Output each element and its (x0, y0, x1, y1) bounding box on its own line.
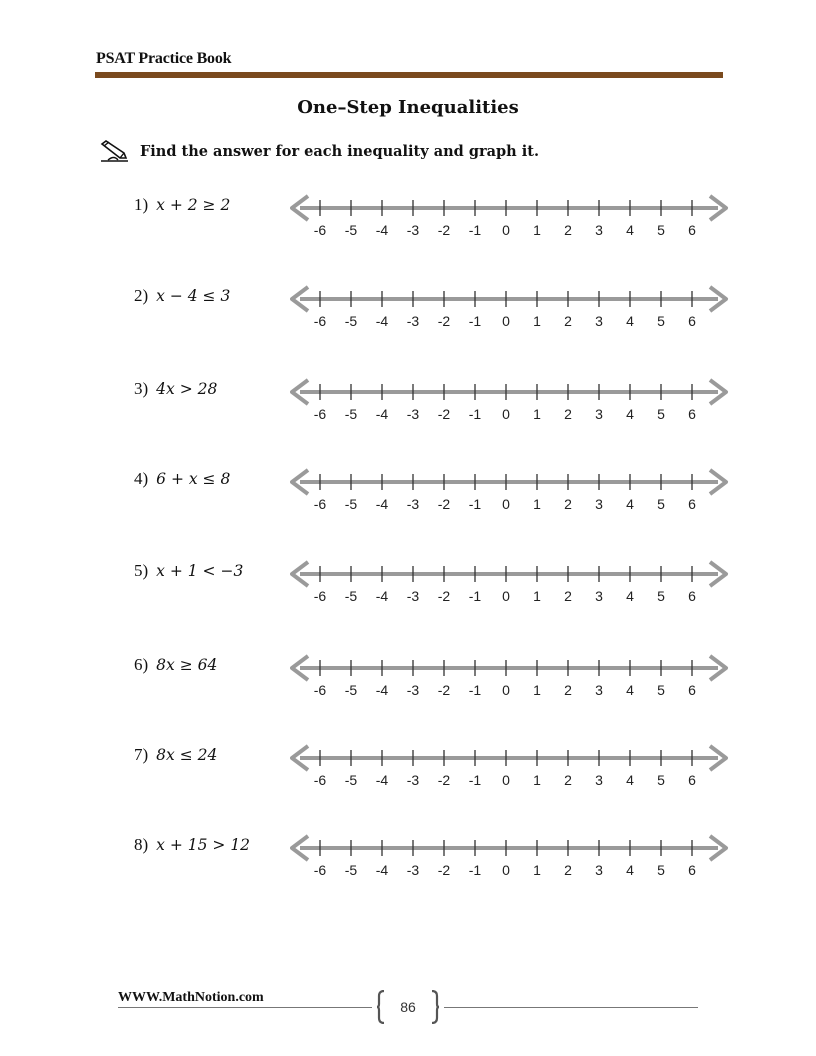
footer-rule (444, 1007, 698, 1008)
tick-label: -3 (406, 682, 420, 698)
header-rule (95, 72, 723, 78)
tick-label: 0 (502, 682, 510, 698)
tick-label: 1 (533, 772, 541, 788)
tick-label: 0 (502, 588, 510, 604)
tick-label: 4 (626, 682, 634, 698)
problem-number: 3) (134, 379, 149, 398)
problem-number: 2) (134, 286, 149, 305)
problem-expression: 6 + x ≤ 8 (156, 470, 231, 488)
tick-label: -1 (468, 222, 482, 238)
tick-label: 2 (564, 588, 572, 604)
tick-label: 6 (688, 313, 696, 329)
page-bracket-right (430, 990, 440, 1024)
tick-label: -1 (468, 772, 482, 788)
tick-label: -4 (375, 406, 389, 422)
tick-label: -6 (313, 862, 327, 878)
tick-label: -3 (406, 496, 420, 512)
tick-label: 5 (657, 588, 665, 604)
tick-label: 0 (502, 222, 510, 238)
problem-expression: 8x ≤ 24 (156, 746, 218, 764)
tick-label: 0 (502, 496, 510, 512)
tick-label: 6 (688, 222, 696, 238)
tick-label: -5 (344, 772, 358, 788)
tick-label: -4 (375, 496, 389, 512)
tick-label: -1 (468, 682, 482, 698)
tick-label: -4 (375, 862, 389, 878)
problem-1 (134, 192, 230, 218)
number-line-3[interactable] (290, 378, 730, 430)
tick-label: 3 (595, 862, 603, 878)
tick-label: 6 (688, 862, 696, 878)
tick-label: 4 (626, 313, 634, 329)
problem-expression: x + 15 > 12 (156, 836, 251, 854)
tick-label: 3 (595, 772, 603, 788)
tick-label: 6 (688, 406, 696, 422)
tick-label: 5 (657, 222, 665, 238)
number-line-7[interactable] (290, 744, 730, 796)
number-line-1[interactable] (290, 194, 730, 246)
page-title: One–Step Inequalities (297, 97, 519, 118)
problem-number: 8) (134, 835, 149, 854)
tick-label: 0 (502, 313, 510, 329)
tick-label: 2 (564, 772, 572, 788)
tick-label: 5 (657, 313, 665, 329)
tick-label: -3 (406, 772, 420, 788)
tick-label: -1 (468, 496, 482, 512)
problem-number: 7) (134, 745, 149, 764)
tick-label: 1 (533, 588, 541, 604)
tick-label: 6 (688, 496, 696, 512)
tick-label: -3 (406, 313, 420, 329)
tick-label: 1 (533, 313, 541, 329)
tick-label: -3 (406, 862, 420, 878)
tick-label: 4 (626, 862, 634, 878)
tick-label: -2 (437, 682, 451, 698)
tick-label: -2 (437, 496, 451, 512)
problem-expression: 8x ≥ 64 (156, 656, 218, 674)
tick-label: -6 (313, 682, 327, 698)
tick-label: -4 (375, 313, 389, 329)
tick-label: -5 (344, 496, 358, 512)
tick-label: -1 (468, 862, 482, 878)
tick-label: 6 (688, 588, 696, 604)
tick-label: 2 (564, 313, 572, 329)
problem-2 (134, 283, 230, 309)
problem-5 (134, 558, 243, 584)
tick-label: -2 (437, 406, 451, 422)
problem-3 (134, 376, 217, 402)
number-line-8[interactable] (290, 834, 730, 886)
tick-label: -6 (313, 406, 327, 422)
tick-label: -3 (406, 222, 420, 238)
tick-label: 5 (657, 496, 665, 512)
tick-label: -2 (437, 222, 451, 238)
tick-label: 6 (688, 682, 696, 698)
problem-expression: 4x > 28 (156, 380, 218, 398)
tick-label: -2 (437, 862, 451, 878)
tick-label: -6 (313, 313, 327, 329)
tick-label: 4 (626, 588, 634, 604)
tick-label: 5 (657, 862, 665, 878)
tick-label: -5 (344, 862, 358, 878)
tick-label: -2 (437, 313, 451, 329)
tick-label: -6 (313, 496, 327, 512)
tick-label: -5 (344, 588, 358, 604)
tick-label: 3 (595, 313, 603, 329)
tick-label: -5 (344, 313, 358, 329)
tick-label: -4 (375, 588, 389, 604)
tick-label: 0 (502, 862, 510, 878)
tick-label: 2 (564, 222, 572, 238)
tick-label: 5 (657, 406, 665, 422)
tick-label: -3 (406, 588, 420, 604)
tick-label: 3 (595, 222, 603, 238)
problem-number: 5) (134, 561, 149, 580)
problem-expression: x − 4 ≤ 3 (156, 287, 231, 305)
tick-label: 2 (564, 406, 572, 422)
page-number: 86 (400, 999, 416, 1015)
tick-label: 3 (595, 588, 603, 604)
tick-label: -4 (375, 682, 389, 698)
tick-label: -5 (344, 682, 358, 698)
instructions-text: Find the answer for each inequality and graph it. (140, 142, 539, 160)
tick-label: 3 (595, 682, 603, 698)
problem-8 (134, 832, 250, 858)
tick-label: 1 (533, 682, 541, 698)
tick-label: -1 (468, 406, 482, 422)
number-line-4[interactable] (290, 468, 730, 520)
tick-label: -4 (375, 772, 389, 788)
instructions (100, 140, 539, 162)
tick-label: -5 (344, 222, 358, 238)
problem-expression: x + 2 ≥ 2 (156, 196, 231, 214)
tick-label: 2 (564, 496, 572, 512)
tick-label: -1 (468, 588, 482, 604)
tick-label: 3 (595, 406, 603, 422)
tick-label: -2 (437, 772, 451, 788)
tick-label: 1 (533, 222, 541, 238)
tick-label: 4 (626, 406, 634, 422)
tick-label: -6 (313, 772, 327, 788)
pencil-icon (100, 140, 130, 162)
number-line-5[interactable] (290, 560, 730, 612)
number-line-2[interactable] (290, 285, 730, 337)
tick-label: 1 (533, 862, 541, 878)
problem-7 (134, 742, 217, 768)
tick-label: 3 (595, 496, 603, 512)
tick-label: 0 (502, 772, 510, 788)
problem-number: 4) (134, 469, 149, 488)
tick-label: -5 (344, 406, 358, 422)
number-line-6[interactable] (290, 654, 730, 706)
tick-label: 1 (533, 406, 541, 422)
problem-4 (134, 466, 230, 492)
problem-number: 1) (134, 195, 149, 214)
tick-label: 5 (657, 772, 665, 788)
tick-label: 5 (657, 682, 665, 698)
problem-number: 6) (134, 655, 149, 674)
tick-label: -2 (437, 588, 451, 604)
tick-label: 2 (564, 682, 572, 698)
tick-label: -6 (313, 588, 327, 604)
tick-label: 4 (626, 772, 634, 788)
problem-6 (134, 652, 217, 678)
header-title: PSAT Practice Book (96, 50, 232, 67)
tick-label: -3 (406, 406, 420, 422)
tick-label: 2 (564, 862, 572, 878)
tick-label: 0 (502, 406, 510, 422)
tick-label: -4 (375, 222, 389, 238)
tick-label: 6 (688, 772, 696, 788)
footer-website: WWW.MathNotion.com (118, 990, 264, 1005)
tick-label: -6 (313, 222, 327, 238)
tick-label: 1 (533, 496, 541, 512)
footer-rule (118, 1007, 372, 1008)
tick-label: 4 (626, 222, 634, 238)
problem-expression: x + 1 < −3 (156, 562, 244, 580)
tick-label: 4 (626, 496, 634, 512)
tick-label: -1 (468, 313, 482, 329)
